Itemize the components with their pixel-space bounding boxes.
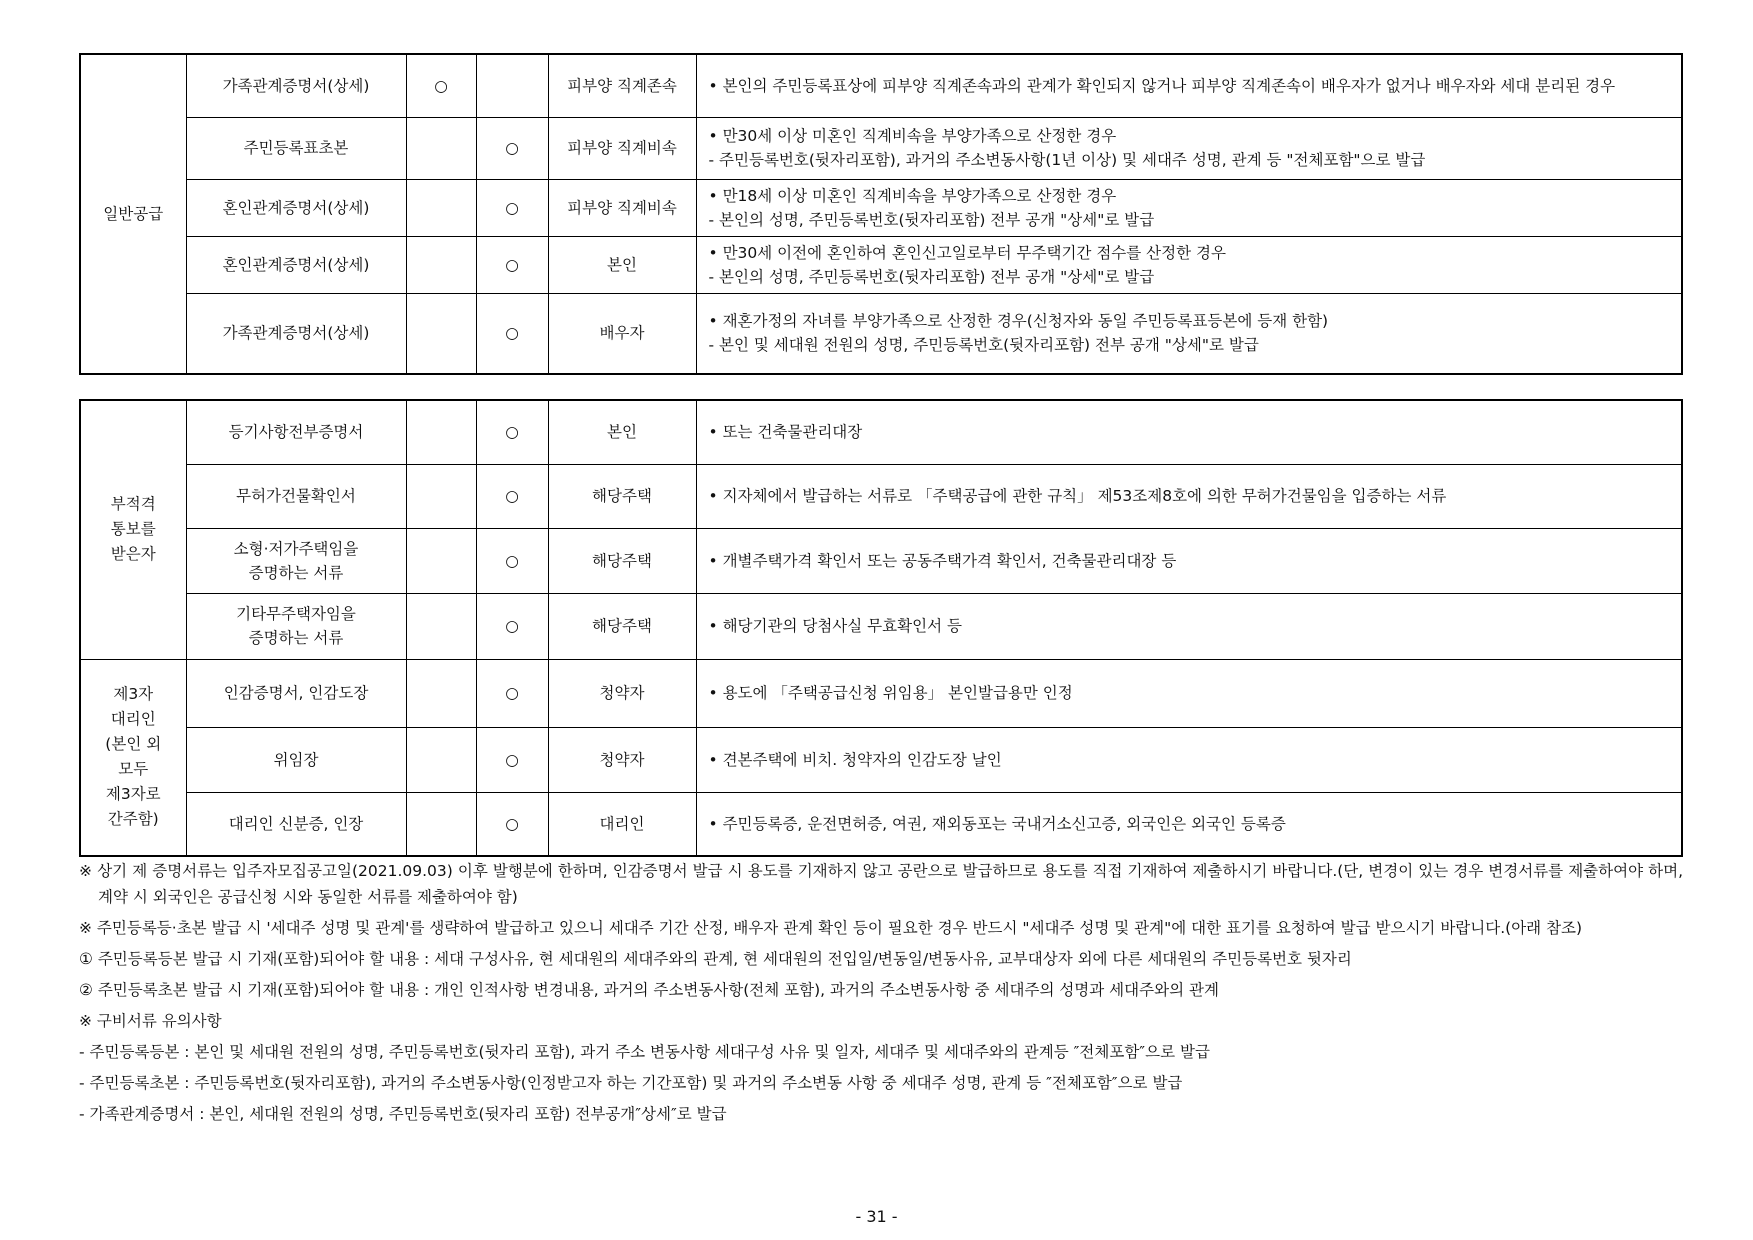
section-label-line: 모두 — [118, 760, 149, 779]
section-label: 일반공급 — [80, 54, 186, 374]
section-label-line: (본인 외 — [105, 735, 162, 754]
note-line: • 본인의 주민등록표상에 피부양 직계존속과의 관계가 확인되지 않거나 피부양 직계존속이 배우자가 없거나 배우자와 세대 분리된 경우 — [708, 76, 1616, 95]
mark-cell-a — [406, 236, 476, 293]
note-cell — [696, 593, 1682, 659]
target-cell: 배우자 — [548, 293, 696, 374]
mark-cell-a — [406, 659, 476, 727]
section-label-line: 부적격 — [110, 495, 156, 514]
note-line: - 본인의 성명, 주민등록번호(뒷자리포함) 전부 공개 "상세"로 발급 — [708, 267, 1155, 286]
mark-cell-a: ○ — [406, 54, 476, 117]
document-name — [186, 659, 406, 727]
section-label-line: 간주함) — [107, 810, 159, 829]
target-cell: 본인 — [548, 236, 696, 293]
note-line: - 본인의 성명, 주민등록번호(뒷자리포함) 전부 공개 "상세"로 발급 — [708, 210, 1155, 229]
document-name — [186, 593, 406, 659]
note-line: • 견본주택에 비치. 청약자의 인감도장 날인 — [708, 750, 1002, 769]
note-cell — [696, 293, 1682, 374]
table-row — [80, 528, 1682, 593]
footnote: ① 주민등록등본 발급 시 기재(포함)되어야 할 내용 : 세대 구성사유, 현 세대원의 세대주와의 관계, 현 세대원의 전입일/변동일/변동사유, 교부대상자 외에 다른 세대원의 주민등록번호 뒷자리 — [79, 950, 1352, 968]
document-name-line: 증명하는 서류 — [248, 629, 344, 647]
table-row — [80, 54, 1682, 117]
target-cell: 청약자 — [548, 659, 696, 727]
note-cell — [696, 54, 1682, 117]
mark-cell-b: ○ — [476, 528, 548, 593]
document-name — [186, 792, 406, 856]
document-name — [186, 727, 406, 792]
target-cell: 대리인 — [548, 792, 696, 856]
mark-cell-a — [406, 792, 476, 856]
note-line: • 만18세 이상 미혼인 직계비속을 부양가족으로 산정한 경우 — [708, 186, 1117, 205]
note-cell — [696, 464, 1682, 528]
table-row — [80, 464, 1682, 528]
note-line: • 만30세 이상 미혼인 직계비속을 부양가족으로 산정한 경우 — [708, 127, 1117, 145]
note-cell — [696, 727, 1682, 792]
document-name: 주민등록표초본 — [186, 117, 406, 179]
section-label-line: 제3자 — [113, 685, 154, 704]
mark-cell-b: ○ — [476, 659, 548, 727]
footnote: - 주민등록초본 : 주민등록번호(뒷자리포함), 과거의 주소변동사항(인정받고자 하는 기간포함) 및 과거의 주소변동 사항 중 세대주 성명, 관계 등 ″전체포함″으로 발급 — [79, 1074, 1183, 1092]
mark-cell-b: ○ — [476, 400, 548, 464]
note-cell — [696, 117, 1682, 179]
document-name-line: 소형·저가주택임을 — [233, 539, 359, 558]
mark-cell-a — [406, 293, 476, 374]
footnote: ※ 구비서류 유의사항 — [79, 1012, 222, 1030]
footnote: ※ 상기 제 증명서류는 입주자모집공고일(2021.09.03) 이후 발행분에 한하며, 인감증명서 발급 시 용도를 기재하지 않고 공란으로 발급하므로 용도를 직접 기재하여 제출하시기 바랍니다.(단, 변경이 있는 경우 변경서류를 제출하여야 하며, 계약 시 외국인은 공급신청 시와 동일한 서류를 제출하여야 함) — [79, 862, 1683, 906]
table-row — [80, 236, 1682, 293]
note-line: • 해당기관의 당첨사실 무효확인서 등 — [708, 617, 962, 635]
note-line: • 지자체에서 발급하는 서류로 「주택공급에 관한 규칙」 제53조제8호에 의한 무허가건물임을 입증하는 서류 — [708, 487, 1447, 505]
note-cell — [696, 528, 1682, 593]
documents-table-ineligible-and-proxy — [79, 399, 1683, 857]
document-name: 혼인관계증명서(상세) — [186, 236, 406, 293]
target-cell: 해당주택 — [548, 528, 696, 593]
document-name-line: 인감증명서, 인감도장 — [223, 684, 369, 702]
note-line: • 또는 건축물관리대장 — [708, 423, 863, 442]
note-cell — [696, 400, 1682, 464]
document-name-line: 무허가건물확인서 — [236, 487, 356, 505]
document-name-line: 위임장 — [273, 750, 319, 769]
mark-cell-a — [406, 117, 476, 179]
mark-cell-b: ○ — [476, 464, 548, 528]
note-line: • 개별주택가격 확인서 또는 공동주택가격 확인서, 건축물관리대장 등 — [708, 551, 1177, 570]
section-label — [80, 659, 186, 856]
mark-cell-a — [406, 400, 476, 464]
table-row — [80, 792, 1682, 856]
target-cell: 해당주택 — [548, 464, 696, 528]
note-line: - 주민등록번호(뒷자리포함), 과거의 주소변동사항(1년 이상) 및 세대주 성명, 관계 등 "전체포함"으로 발급 — [708, 151, 1426, 169]
document-name: 가족관계증명서(상세) — [186, 293, 406, 374]
target-cell: 피부양 직계존속 — [548, 54, 696, 117]
mark-cell-b: ○ — [476, 117, 548, 179]
note-cell — [696, 659, 1682, 727]
note-cell — [696, 236, 1682, 293]
mark-cell-a — [406, 464, 476, 528]
target-cell: 피부양 직계비속 — [548, 117, 696, 179]
section-label-line: 대리인 — [110, 710, 156, 729]
footnotes — [79, 858, 1683, 1132]
note-cell — [696, 792, 1682, 856]
documents-table-general-supply — [79, 53, 1683, 375]
target-cell: 피부양 직계비속 — [548, 179, 696, 236]
document-name — [186, 400, 406, 464]
target-cell: 본인 — [548, 400, 696, 464]
note-line: - 본인 및 세대원 전원의 성명, 주민등록번호(뒷자리포함) 전부 공개 "상세"로 발급 — [708, 336, 1259, 355]
mark-cell-b — [476, 54, 548, 117]
table-row — [80, 293, 1682, 374]
note-line: • 만30세 이전에 혼인하여 혼인신고일로부터 무주택기간 점수를 산정한 경우 — [708, 243, 1226, 262]
table-row — [80, 400, 1682, 464]
section-label-line: 제3자로 — [105, 785, 161, 804]
mark-cell-a — [406, 727, 476, 792]
document-name-line: 기타무주택자임을 — [236, 605, 356, 623]
note-line: • 주민등록증, 운전면허증, 여권, 재외동포는 국내거소신고증, 외국인은 외국인 등록증 — [708, 814, 1286, 833]
footnote: ② 주민등록초본 발급 시 기재(포함)되어야 할 내용 : 개인 인적사항 변경내용, 과거의 주소변동사항(전체 포함), 과거의 주소변동사항 중 세대주의 성명과 세대주와의 관계 — [79, 981, 1219, 999]
mark-cell-b: ○ — [476, 727, 548, 792]
mark-cell-b: ○ — [476, 179, 548, 236]
mark-cell-b: ○ — [476, 792, 548, 856]
section-label-line: 받은자 — [110, 545, 156, 564]
document-name-line: 증명하는 서류 — [248, 563, 344, 582]
page-number: - 31 - — [855, 1207, 898, 1226]
table-row — [80, 179, 1682, 236]
document-name-line: 대리인 신분증, 인장 — [228, 814, 364, 833]
note-cell — [696, 179, 1682, 236]
mark-cell-b: ○ — [476, 593, 548, 659]
mark-cell-a — [406, 528, 476, 593]
footnote: - 주민등록등본 : 본인 및 세대원 전원의 성명, 주민등록번호(뒷자리 포함), 과거 주소 변동사항 세대구성 사유 및 일자, 세대주 및 세대주와의 관계등 ″전체포함″으로 발급 — [79, 1043, 1210, 1061]
section-label-line: 통보를 — [110, 520, 156, 539]
document-name: 가족관계증명서(상세) — [186, 54, 406, 117]
footnote: - 가족관계증명서 : 본인, 세대원 전원의 성명, 주민등록번호(뒷자리 포함) 전부공개″상세″로 발급 — [79, 1105, 727, 1123]
mark-cell-a — [406, 179, 476, 236]
document-name: 혼인관계증명서(상세) — [186, 179, 406, 236]
section-label — [80, 400, 186, 659]
table-row — [80, 727, 1682, 792]
document-name — [186, 528, 406, 593]
note-line: • 재혼가정의 자녀를 부양가족으로 산정한 경우(신청자와 동일 주민등록표등본에 등재 한함) — [708, 312, 1329, 331]
note-line: • 용도에 「주택공급신청 위임용」 본인발급용만 인정 — [708, 684, 1073, 702]
table-row — [80, 659, 1682, 727]
footnote: ※ 주민등록등·초본 발급 시 '세대주 성명 및 관계'를 생략하여 발급하고 있으니 세대주 기간 산정, 배우자 관계 확인 등이 필요한 경우 반드시 "세대주 성명 및 관계"에 대한 표기를 요청하여 발급 받으시기 바랍니다.(아래 참조) — [79, 919, 1583, 937]
table-row — [80, 117, 1682, 179]
target-cell: 청약자 — [548, 727, 696, 792]
mark-cell-a — [406, 593, 476, 659]
mark-cell-b: ○ — [476, 293, 548, 374]
document-name — [186, 464, 406, 528]
target-cell: 해당주택 — [548, 593, 696, 659]
document-name-line: 등기사항전부증명서 — [228, 423, 364, 442]
table-row — [80, 593, 1682, 659]
mark-cell-b: ○ — [476, 236, 548, 293]
